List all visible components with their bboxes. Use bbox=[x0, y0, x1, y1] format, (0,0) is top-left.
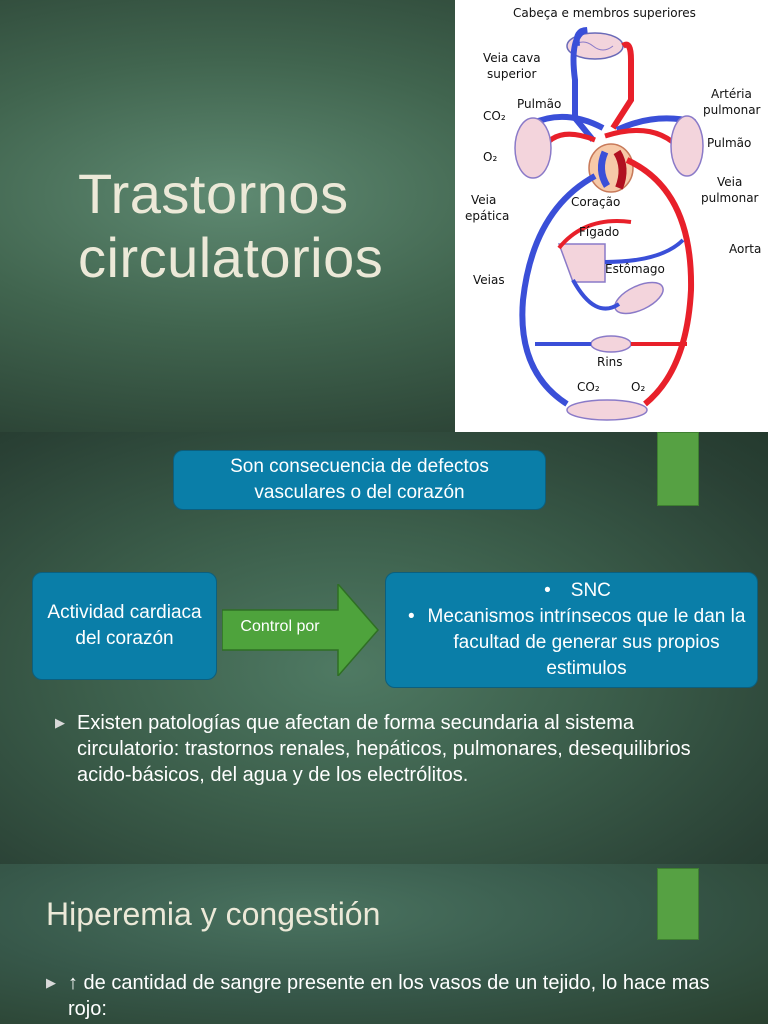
control-arrow bbox=[222, 584, 380, 676]
snc-item-2-text: Mecanismos intrínsecos que le dan la facultad de generar sus propios estimulos bbox=[427, 606, 746, 679]
circulatory-diagram-svg bbox=[455, 0, 768, 432]
defects-box bbox=[173, 450, 546, 510]
triangle-bullet-icon: ▶ bbox=[46, 975, 56, 990]
label-vena-cava-2: superior bbox=[487, 67, 537, 81]
circulatory-diagram bbox=[455, 0, 768, 432]
actividad-box-text: Actividad cardiaca del corazón bbox=[47, 602, 202, 649]
snc-item-2 bbox=[396, 604, 747, 682]
bullet-dot-icon: • bbox=[408, 606, 415, 627]
triangle-bullet-icon: ▶ bbox=[55, 715, 65, 730]
slide-title-heading bbox=[78, 162, 383, 290]
label-artery-2: pulmonar bbox=[703, 103, 761, 117]
secondary-pathologies-text: Existen patologías que afectan de forma secundaria al sistema circulatorio: trastornos renales, hepáticos, pulmonares, desequilibrios acido-básicos, del agua y de los electrólitos. bbox=[77, 712, 691, 786]
heart-icon bbox=[589, 144, 633, 192]
label-aorta: Aorta bbox=[729, 242, 762, 256]
label-o2-top: O₂ bbox=[483, 150, 498, 164]
label-veins: Veias bbox=[473, 273, 505, 287]
stomach bbox=[610, 276, 667, 320]
hiperemia-bullet bbox=[46, 970, 746, 1022]
kidneys bbox=[591, 336, 631, 352]
label-kidneys: Rins bbox=[597, 355, 623, 369]
defects-box-text: Son consecuencia de defectos vasculares o del corazón bbox=[230, 456, 489, 503]
snc-item-1 bbox=[396, 578, 747, 604]
label-o2-bottom: O₂ bbox=[631, 380, 646, 394]
label-lung-right: Pulmão bbox=[707, 136, 752, 150]
label-pvein-1: Veia bbox=[717, 175, 743, 189]
slide-hiperemia bbox=[0, 864, 768, 1024]
arrow-label: Control por bbox=[240, 618, 320, 635]
label-co2-bottom: CO₂ bbox=[577, 380, 600, 394]
hiperemia-bullet-text: ↑ de cantidad de sangre presente en los vasos de un tejido, lo hace mas rojo: bbox=[68, 972, 710, 1020]
snc-item-1-text: SNC bbox=[570, 580, 611, 601]
liver bbox=[559, 244, 605, 282]
hiperemia-title: Hiperemia y congestión bbox=[46, 896, 381, 932]
label-vena-cava-1: Veia cava bbox=[483, 51, 541, 65]
accent-bar bbox=[657, 868, 699, 940]
secondary-pathologies-bullet bbox=[55, 710, 735, 788]
label-hepatic-1: Veia bbox=[471, 193, 497, 207]
slide-title bbox=[0, 0, 768, 432]
lower-capillaries bbox=[567, 400, 647, 420]
slide-defects bbox=[0, 432, 768, 864]
label-hepatic-2: epática bbox=[465, 209, 510, 223]
title-line-2: circulatorios bbox=[78, 226, 384, 289]
label-artery-1: Artéria bbox=[711, 87, 752, 101]
lung-left bbox=[515, 118, 551, 178]
label-heart: Coração bbox=[571, 195, 621, 209]
title-line-1: Trastornos bbox=[78, 162, 349, 225]
accent-bar bbox=[657, 432, 699, 506]
bullet-dot-icon: • bbox=[544, 580, 551, 601]
actividad-box bbox=[32, 572, 217, 680]
label-co2-top: CO₂ bbox=[483, 109, 506, 123]
label-lung-left: Pulmão bbox=[517, 97, 562, 111]
label-stomach: Estômago bbox=[605, 262, 665, 276]
snc-box bbox=[385, 572, 758, 688]
label-head: Cabeça e membros superiores bbox=[513, 6, 696, 20]
lung-right bbox=[671, 116, 703, 176]
label-liver: Fígado bbox=[579, 225, 620, 239]
label-pvein-2: pulmonar bbox=[701, 191, 759, 205]
